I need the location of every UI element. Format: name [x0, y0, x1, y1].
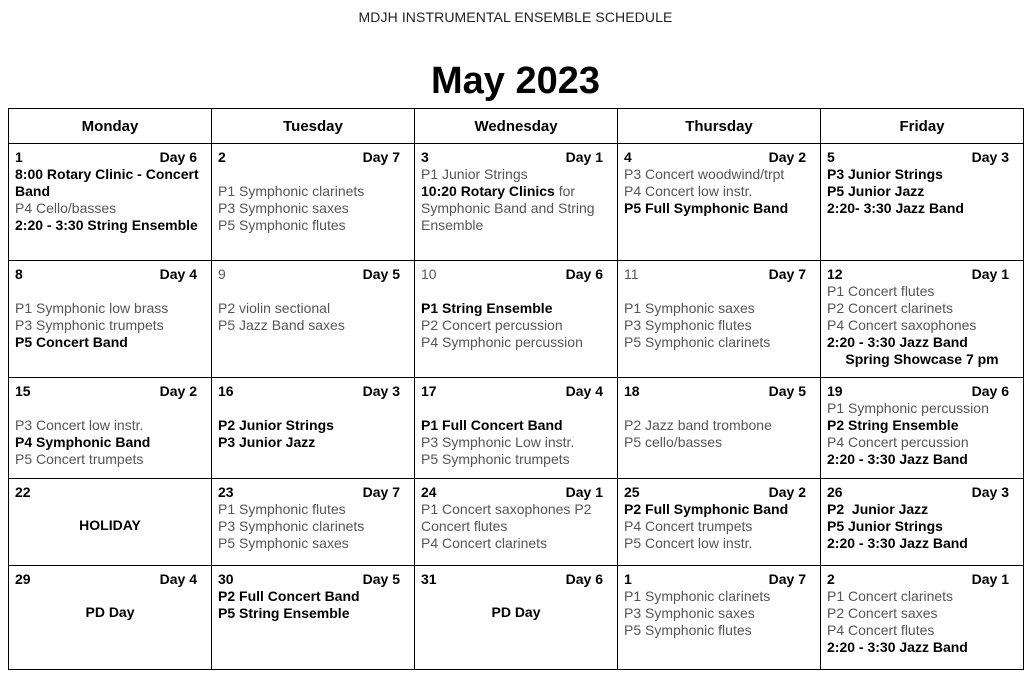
rotation-day-label: Day 4	[159, 571, 197, 587]
rotation-day-label: Day 6	[971, 383, 1009, 399]
day-cell	[618, 144, 821, 261]
day-cell	[9, 479, 212, 566]
calendar-table	[8, 108, 1024, 670]
weekday-header-row	[9, 109, 1024, 144]
weekday-header-tuesday: Tuesday	[212, 109, 415, 144]
date-number: 2	[218, 149, 226, 165]
rotation-day-label: Day 4	[565, 383, 603, 399]
rotation-day-label: Day 2	[159, 383, 197, 399]
schedule-entry: P2 Concert saxes	[827, 605, 938, 621]
schedule-entry: P5 cello/basses	[624, 434, 723, 450]
schedule-entry-bold: 10:20 Rotary Clinics	[421, 183, 555, 199]
schedule-entry: P4 Concert clarinets	[421, 535, 548, 551]
date-number: 10	[421, 266, 437, 282]
weekday-header-thursday: Thursday	[618, 109, 821, 144]
schedule-entry: Spring Showcase 7 pm	[845, 351, 999, 367]
day-cell-header	[421, 149, 611, 166]
schedule-entry: P2 Concert percussion	[421, 317, 563, 333]
day-cell-header	[15, 484, 205, 501]
schedule-entry: P3 Symphonic flutes	[624, 317, 752, 333]
date-number: 16	[218, 383, 234, 399]
schedule-entry: P2 Jazz band trombone	[624, 417, 772, 433]
day-cell-header	[218, 383, 408, 400]
day-cell	[618, 261, 821, 378]
day-cell	[212, 479, 415, 566]
schedule-entry	[218, 166, 408, 183]
schedule-entry: P4 Symphonic Band	[15, 434, 151, 450]
schedule-entry: P3 Junior Strings	[827, 166, 943, 182]
day-cell-header	[218, 571, 408, 588]
day-cell	[415, 378, 618, 479]
schedule-entry: P2 violin sectional	[218, 300, 331, 316]
schedule-entry: 2:20 - 3:30 Jazz Band	[827, 334, 968, 350]
schedule-entry: P5 Concert trumpets	[15, 451, 144, 467]
date-number: 5	[827, 149, 835, 165]
date-number: 12	[827, 266, 843, 282]
schedule-entry: P5 Symphonic clarinets	[624, 334, 771, 350]
day-cell-header	[827, 571, 1017, 588]
schedule-entry: P2 Full Symphonic Band	[624, 501, 789, 517]
calendar-body	[9, 144, 1024, 670]
rotation-day-label: Day 2	[768, 484, 806, 500]
day-cell-header	[421, 383, 611, 400]
day-cell	[618, 479, 821, 566]
day-cell-header	[827, 383, 1017, 400]
day-cell-header	[15, 266, 205, 283]
month-title: May 2023	[430, 60, 600, 102]
rotation-day-label: Day 5	[362, 266, 400, 282]
rotation-day-label: Day 3	[971, 484, 1009, 500]
day-cell	[212, 566, 415, 670]
schedule-entry: P4 Cello/basses	[15, 200, 117, 216]
day-cell	[415, 261, 618, 378]
day-event-label: HOLIDAY	[79, 517, 141, 533]
schedule-entry: P5 Concert Band	[15, 334, 128, 350]
day-cell-header	[218, 484, 408, 501]
rotation-day-label: Day 7	[768, 266, 806, 282]
schedule-entry: P2 Junior Strings	[218, 417, 334, 433]
schedule-entry: P2 Full Concert Band	[218, 588, 360, 604]
rotation-day-label: Day 1	[971, 571, 1009, 587]
date-number: 4	[624, 149, 632, 165]
schedule-entry: P4 Concert percussion	[827, 434, 969, 450]
schedule-entry: 2:20 - 3:30 Jazz Band	[827, 535, 968, 551]
day-cell-header	[827, 266, 1017, 283]
schedule-entry: P5 Symphonic flutes	[218, 217, 346, 233]
schedule-entry: P3 Junior Jazz	[218, 434, 316, 450]
date-number: 8	[15, 266, 23, 282]
schedule-entry: P3 Concert woodwind/trpt	[624, 166, 785, 182]
rotation-day-label: Day 6	[565, 266, 603, 282]
date-number: 18	[624, 383, 640, 399]
schedule-entry: P3 Symphonic trumpets	[15, 317, 164, 333]
schedule-entry: P1 Symphonic percussion	[827, 400, 989, 416]
schedule-entry	[624, 400, 814, 417]
schedule-entry: P3 Symphonic Low instr.	[421, 434, 575, 450]
schedule-entry: P4 Symphonic percussion	[421, 334, 583, 350]
rotation-day-label: Day 5	[362, 571, 400, 587]
schedule-entry: P4 Concert flutes	[827, 622, 935, 638]
schedule-entry: P1 Symphonic clarinets	[624, 588, 771, 604]
week-row	[9, 378, 1024, 479]
rotation-day-label: Day 6	[565, 571, 603, 587]
rotation-day-label: Day 1	[971, 266, 1009, 282]
date-number: 11	[624, 266, 639, 282]
schedule-title: MDJH INSTRUMENTAL ENSEMBLE SCHEDULE	[358, 9, 673, 25]
date-number: 3	[421, 149, 429, 165]
day-cell-header	[624, 484, 814, 501]
schedule-entry: P5 Symphonic flutes	[624, 622, 752, 638]
weekday-header-wednesday: Wednesday	[415, 109, 618, 144]
schedule-entry: P1 Symphonic low brass	[15, 300, 169, 316]
rotation-day-label: Day 1	[565, 149, 603, 165]
day-cell	[9, 261, 212, 378]
day-cell	[9, 566, 212, 670]
week-row	[9, 479, 1024, 566]
schedule-entry: P4 Concert saxophones	[827, 317, 977, 333]
day-cell	[415, 479, 618, 566]
rotation-day-label: Day 7	[768, 571, 806, 587]
schedule-entry	[421, 283, 611, 300]
day-cell	[212, 261, 415, 378]
schedule-entry: P5 Full Symphonic Band	[624, 200, 789, 216]
day-cell	[821, 144, 1024, 261]
schedule-entry	[218, 283, 408, 300]
schedule-entry-rest: for Symphonic Band and String Ensemble	[421, 183, 599, 233]
day-cell	[821, 479, 1024, 566]
schedule-entry: P5 Concert low instr.	[624, 535, 753, 551]
schedule-entry: P5 Junior Strings	[827, 518, 943, 534]
day-cell-header	[827, 484, 1017, 501]
day-cell-header	[421, 571, 611, 588]
date-number: 9	[218, 266, 226, 282]
date-number: 15	[15, 383, 31, 399]
schedule-entry	[421, 400, 611, 417]
day-cell	[821, 261, 1024, 378]
weekday-header-friday: Friday	[821, 109, 1024, 144]
schedule-entry: P1 Junior Strings	[421, 166, 528, 182]
day-cell	[415, 566, 618, 670]
schedule-entry	[15, 283, 205, 300]
week-row	[9, 566, 1024, 670]
schedule-entry: P1 Concert flutes	[827, 283, 935, 299]
day-cell	[821, 566, 1024, 670]
day-cell	[9, 378, 212, 479]
day-cell-header	[624, 266, 814, 283]
schedule-entry: P5 Jazz Band saxes	[218, 317, 345, 333]
day-cell-header	[624, 571, 814, 588]
date-number: 24	[421, 484, 437, 500]
day-cell	[618, 378, 821, 479]
rotation-day-label: Day 7	[362, 149, 400, 165]
date-number: 25	[624, 484, 640, 500]
day-event-label: PD Day	[85, 604, 135, 620]
date-number: 22	[15, 484, 31, 500]
date-number: 1	[15, 149, 23, 165]
date-number: 30	[218, 571, 234, 587]
rotation-day-label: Day 1	[565, 484, 603, 500]
schedule-entry: P1 String Ensemble	[421, 300, 553, 316]
day-cell-header	[218, 149, 408, 166]
day-cell	[821, 378, 1024, 479]
date-number: 26	[827, 484, 843, 500]
day-cell	[212, 144, 415, 261]
day-cell-header	[624, 149, 814, 166]
schedule-entry	[218, 400, 408, 417]
schedule-entry: P5 String Ensemble	[218, 605, 350, 621]
week-row	[9, 144, 1024, 261]
schedule-entry: P3 Symphonic clarinets	[218, 518, 365, 534]
schedule-entry: 2:20 - 3:30 Jazz Band	[827, 639, 968, 655]
schedule-entry: P5 Symphonic saxes	[218, 535, 349, 551]
schedule-entry: 2:20- 3:30 Jazz Band	[827, 200, 964, 216]
schedule-entry	[15, 400, 205, 417]
day-cell	[415, 144, 618, 261]
schedule-entry: P3 Symphonic saxes	[624, 605, 755, 621]
schedule-entry: P3 Symphonic saxes	[218, 200, 349, 216]
date-number: 19	[827, 383, 843, 399]
rotation-day-label: Day 3	[362, 383, 400, 399]
date-number: 31	[421, 571, 437, 587]
schedule-entry: P3 Concert low instr.	[15, 417, 144, 433]
day-cell-header	[421, 266, 611, 283]
schedule-entry: P1 Full Concert Band	[421, 417, 563, 433]
schedule-entry: P5 Junior Jazz	[827, 183, 925, 199]
schedule-entry: 8:00 Rotary Clinic - Concert Band	[15, 166, 203, 199]
day-event-label: PD Day	[491, 604, 541, 620]
weekday-header-monday: Monday	[9, 109, 212, 144]
day-cell	[9, 144, 212, 261]
schedule-entry: P1 Symphonic clarinets	[218, 183, 365, 199]
schedule-entry: 2:20 - 3:30 String Ensemble	[15, 217, 198, 233]
schedule-entry: P4 Concert low instr.	[624, 183, 753, 199]
date-number: 17	[421, 383, 437, 399]
schedule-entry: P4 Concert trumpets	[624, 518, 753, 534]
day-cell-header	[421, 484, 611, 501]
schedule-entry: P2 Junior Jazz	[827, 501, 929, 517]
rotation-day-label: Day 4	[159, 266, 197, 282]
day-cell-header	[15, 149, 205, 166]
date-number: 29	[15, 571, 31, 587]
schedule-entry: P2 String Ensemble	[827, 417, 959, 433]
date-number: 2	[827, 571, 835, 587]
schedule-entry: P5 Symphonic trumpets	[421, 451, 570, 467]
rotation-day-label: Day 6	[159, 149, 197, 165]
week-row	[9, 261, 1024, 378]
schedule-entry: P1 Symphonic saxes	[624, 300, 755, 316]
day-cell-header	[15, 383, 205, 400]
schedule-entry: 2:20 - 3:30 Jazz Band	[827, 451, 968, 467]
schedule-entry: P1 Concert saxophones P2 Concert flutes	[421, 501, 596, 534]
rotation-day-label: Day 3	[971, 149, 1009, 165]
schedule-entry: P1 Symphonic flutes	[218, 501, 346, 517]
day-cell	[618, 566, 821, 670]
schedule-entry: P2 Concert clarinets	[827, 300, 954, 316]
rotation-day-label: Day 2	[768, 149, 806, 165]
day-cell-header	[827, 149, 1017, 166]
date-number: 23	[218, 484, 234, 500]
schedule-entry	[624, 283, 814, 300]
day-cell	[212, 378, 415, 479]
date-number: 1	[624, 571, 632, 587]
day-cell-header	[218, 266, 408, 283]
schedule-entry	[421, 183, 611, 234]
day-cell-header	[15, 571, 205, 588]
day-cell-header	[624, 383, 814, 400]
rotation-day-label: Day 7	[362, 484, 400, 500]
rotation-day-label: Day 5	[768, 383, 806, 399]
schedule-entry: P1 Concert clarinets	[827, 588, 954, 604]
